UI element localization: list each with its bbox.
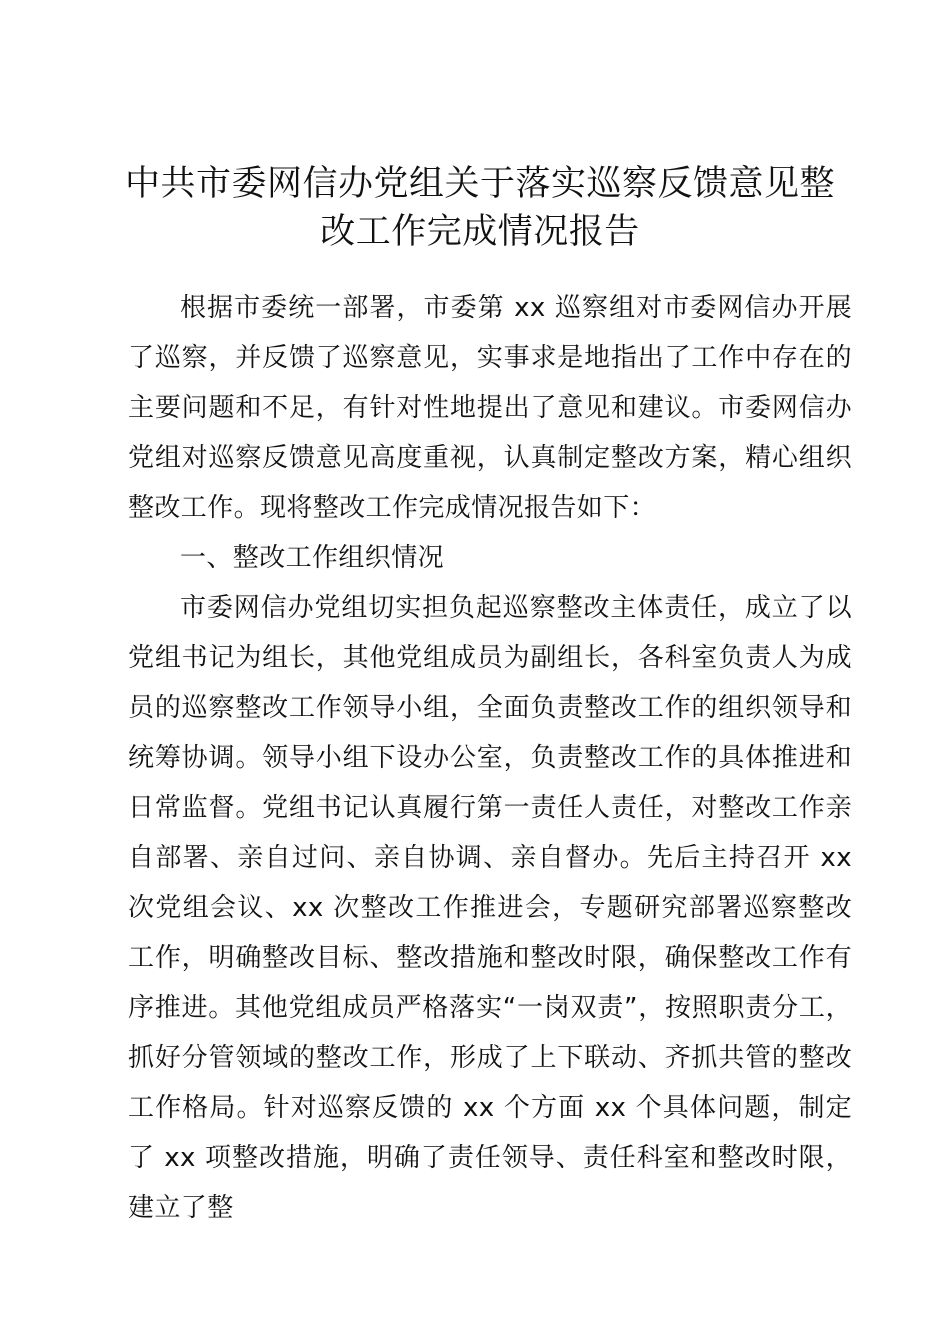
document-body bbox=[128, 283, 852, 1233]
document-title: 中共市委网信办党组关于落实巡察反馈意见整改工作完成情况报告 bbox=[124, 164, 835, 252]
intro-paragraph: 根据市委统一部署，市委第 xx 巡察组对市委网信办开展了巡察，并反馈了巡察意见，实事求是地指出了工作中存在的主要问题和不足，有针对性地提出了意见和建议。市委网信办党组对巡察反馈意见高度重视，认真制定整改方案，精心组织整改工作。现将整改工作完成情况报告如下： bbox=[128, 293, 852, 523]
section-paragraph: 市委网信办党组切实担负起巡察整改主体责任，成立了以党组书记为组长，其他党组成员为副组长，各科室负责人为成员的巡察整改工作领导小组，全面负责整改工作的组织领导和统筹协调。领导小组下设办公室，负责整改工作的具体推进和日常监督。党组书记认真履行第一责任人责任，对整改工作亲自部署、亲自过问、亲自协调、亲自督办。先后主持召开 xx 次党组会议、xx 次整改工作推进会，专题研究部署巡察整改工作，明确整改目标、整改措施和整改时限，确保整改工作有序推进。其他党组成员严格落实“一岗双责”，按照职责分工，抓好分管领域的整改工作，形成了上下联动、齐抓共管的整改工作格局。针对巡察反馈的 xx 个方面 xx 个具体问题，制定了 xx 项整改措施，明确了责任领导、责任科室和整改时限，建立了整 bbox=[128, 593, 852, 1223]
section-heading: 一、整改工作组织情况 bbox=[180, 543, 445, 573]
